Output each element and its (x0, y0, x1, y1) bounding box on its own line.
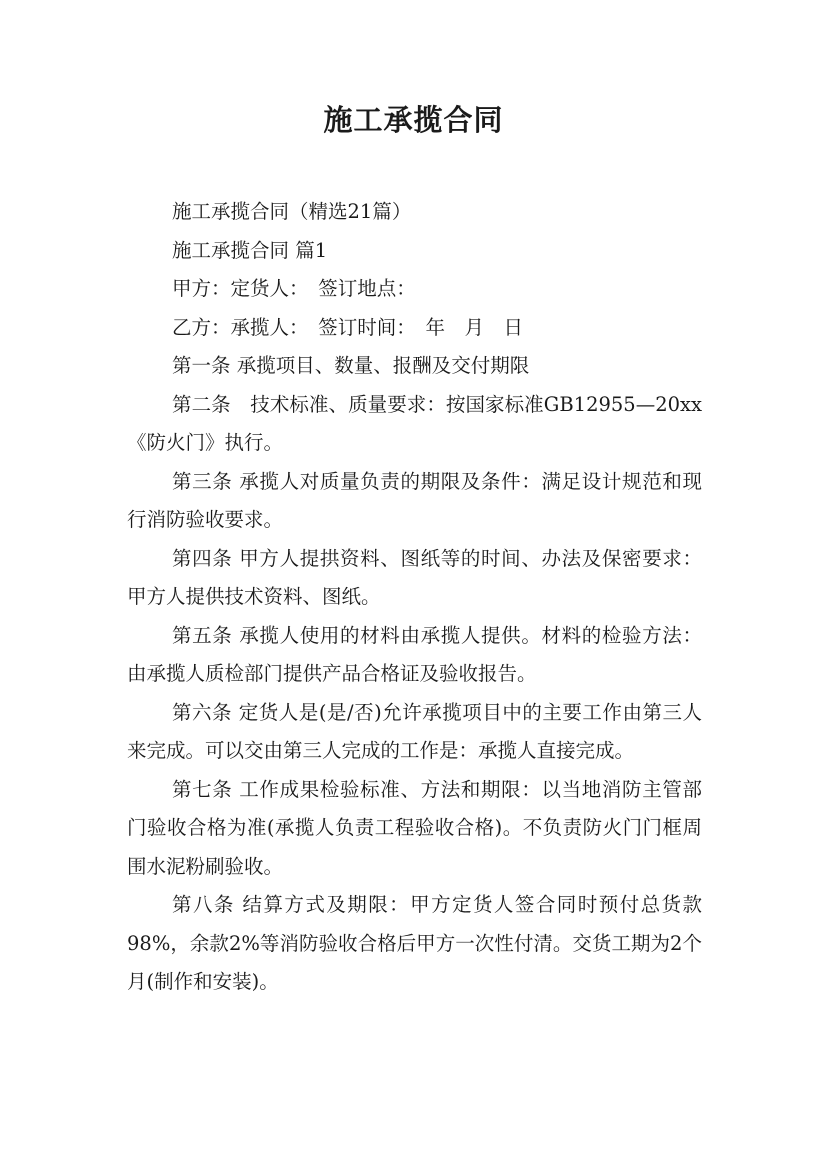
paragraph-article-3: 第三条 承揽人对质量负责的期限及条件：满足设计规范和现行消防验收要求。 (127, 469, 702, 531)
document-title: 施工承揽合同 (323, 103, 504, 137)
document-body (127, 193, 702, 1002)
paragraph-article-1: 第一条 承揽项目、数量、报酬及交付期限 (172, 354, 530, 377)
paragraph-article-6: 第六条 定货人是(是/否)允许承揽项目中的主要工作由第三人来完成。可以交由第三人完成的工作是：承揽人直接完成。 (127, 700, 702, 762)
paragraph-article-4: 第四条 甲方人提拱资料、图纸等的时间、办法及保密要求：甲方人提供技术资料、图纸。 (127, 546, 702, 608)
paragraph-subtitle: 施工承揽合同（精选21篇） (172, 200, 412, 223)
paragraph-party-b: 乙方：承揽人： 签订时间： 年 月 日 (172, 315, 524, 339)
paragraph-article-7: 第七条 工作成果检验标准、方法和期限：以当地消防主管部门验收合格为准(承揽人负责工程验收合格)。不负责防火门门框周围水泥粉刷验收。 (127, 777, 702, 878)
paragraph-article-8: 第八条 结算方式及期限：甲方定货人签合同时预付总货款98%，余款2%等消防验收合格后甲方一次性付清。交货工期为2个月(制作和安装)。 (127, 893, 702, 993)
paragraph-section-heading: 施工承揽合同 篇1 (172, 238, 328, 262)
paragraph-party-a: 甲方：定货人： 签订地点： (172, 277, 416, 300)
paragraph-article-5: 第五条 承揽人使用的材料由承揽人提供。材料的检验方法：由承揽人质检部门提供产品合格证及验收报告。 (127, 623, 702, 685)
paragraph-article-2: 第二条 技术标准、质量要求：按国家标准GB12955—20xx《防火门》执行。 (127, 392, 702, 454)
